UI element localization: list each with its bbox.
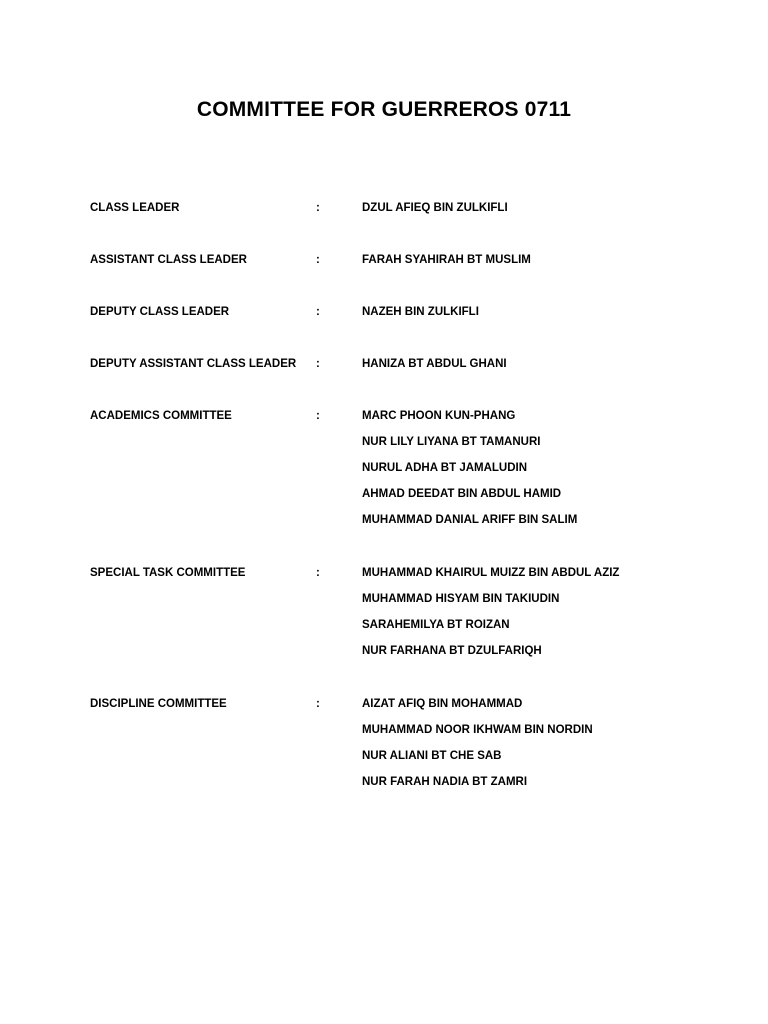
roster-row <box>90 591 730 617</box>
member-name: MUHAMMAD DANIAL ARIFF BIN SALIM <box>362 514 578 526</box>
roster-row <box>90 200 730 226</box>
roster-row <box>90 696 730 722</box>
member-name: FARAH SYAHIRAH BT MUSLIM <box>362 254 531 266</box>
roster-row <box>90 512 730 538</box>
member-name: NUR FARAH NADIA BT ZAMRI <box>362 776 528 788</box>
member-name: DZUL AFIEQ BIN ZULKIFLI <box>362 202 508 214</box>
member-name: NUR ALIANI BT CHE SAB <box>362 750 502 762</box>
member-name: MARC PHOON KUN-PHANG <box>362 410 516 422</box>
role-label: DISCIPLINE COMMITTEE <box>90 698 227 710</box>
roster-section-deputy-class-leader <box>90 304 730 330</box>
roster-row <box>90 643 730 669</box>
member-name: MUHAMMAD HISYAM BIN TAKIUDIN <box>362 593 560 605</box>
colon-separator: : <box>316 567 320 579</box>
colon-separator: : <box>316 202 320 214</box>
member-name: NURUL ADHA BT JAMALUDIN <box>362 462 528 474</box>
roster-section-discipline-committee <box>90 696 730 800</box>
roster-row <box>90 722 730 748</box>
committee-roster <box>90 200 730 827</box>
role-label: SPECIAL TASK COMMITTEE <box>90 567 246 579</box>
roster-row <box>90 774 730 800</box>
member-name: AHMAD DEEDAT BIN ABDUL HAMID <box>362 488 562 500</box>
role-label: CLASS LEADER <box>90 202 180 214</box>
colon-separator: : <box>316 254 320 266</box>
page-title: COMMITTEE FOR GUERREROS 0711 <box>196 98 572 121</box>
roster-section-special-task-committee <box>90 565 730 669</box>
member-name: MUHAMMAD NOOR IKHWAM BIN NORDIN <box>362 724 593 736</box>
role-label: ASSISTANT CLASS LEADER <box>90 254 247 266</box>
roster-row <box>90 486 730 512</box>
roster-section-assistant-class-leader <box>90 252 730 278</box>
roster-row <box>90 565 730 591</box>
role-label: ACADEMICS COMMITTEE <box>90 410 232 422</box>
role-label: DEPUTY CLASS LEADER <box>90 306 230 318</box>
roster-row <box>90 408 730 434</box>
roster-row <box>90 252 730 278</box>
colon-separator: : <box>316 306 320 318</box>
roster-row <box>90 460 730 486</box>
member-name: AIZAT AFIQ BIN MOHAMMAD <box>362 698 523 710</box>
roster-row <box>90 304 730 330</box>
member-name: MUHAMMAD KHAIRUL MUIZZ BIN ABDUL AZIZ <box>362 567 620 579</box>
roster-row <box>90 748 730 774</box>
roster-row <box>90 617 730 643</box>
colon-separator: : <box>316 410 320 422</box>
roster-section-deputy-assistant-class-leader <box>90 356 730 382</box>
colon-separator: : <box>316 698 320 710</box>
member-name: NUR FARHANA BT DZULFARIQH <box>362 645 542 657</box>
member-name: NUR LILY LIYANA BT TAMANURI <box>362 436 541 448</box>
roster-row <box>90 356 730 382</box>
member-name: NAZEH BIN ZULKIFLI <box>362 306 479 318</box>
colon-separator: : <box>316 358 320 370</box>
role-label: DEPUTY ASSISTANT CLASS LEADER <box>90 358 297 370</box>
roster-row <box>90 434 730 460</box>
member-name: SARAHEMILYA BT ROIZAN <box>362 619 510 631</box>
roster-section-academics-committee <box>90 408 730 538</box>
roster-section-class-leader <box>90 200 730 226</box>
member-name: HANIZA BT ABDUL GHANI <box>362 358 507 370</box>
